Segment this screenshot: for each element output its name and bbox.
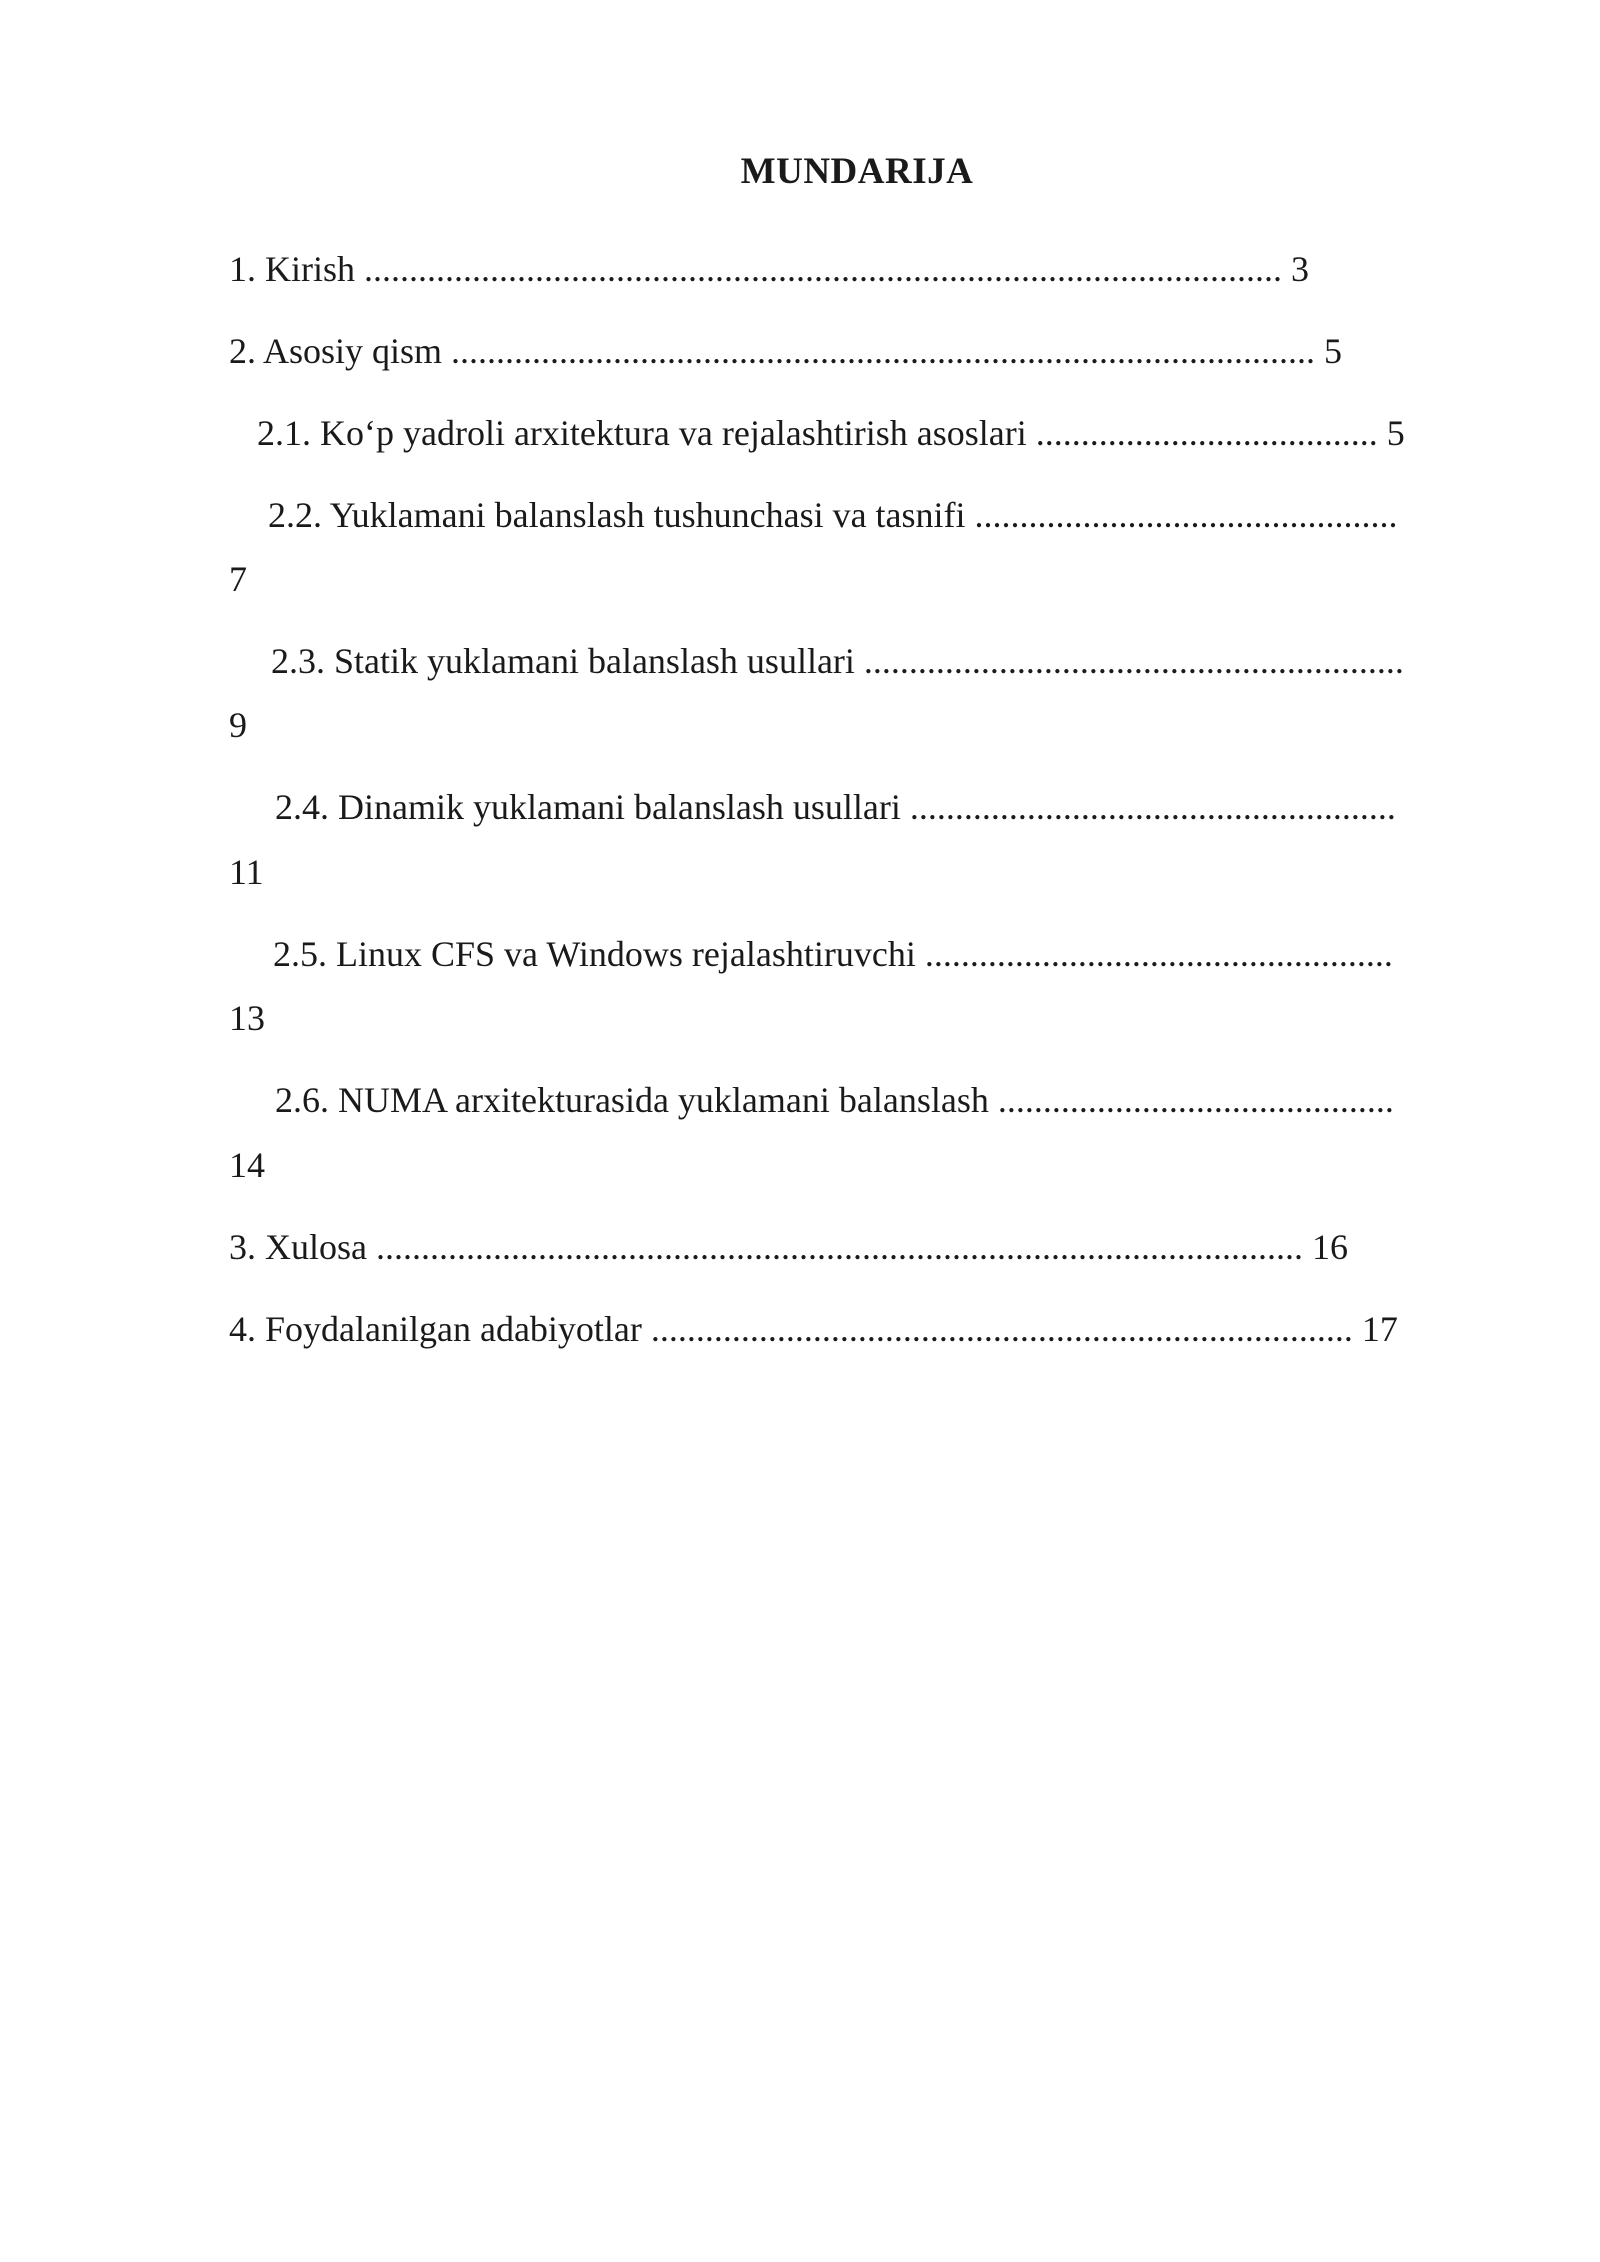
toc-entry-2-6: 2.6. NUMA arxitekturasida yuklamani balanslash ............................................	[275, 1080, 1394, 1120]
toc-entry-2-4: 2.4. Dinamik yuklamani balanslash usullari ......................................................	[275, 787, 1396, 827]
toc-entry-2-5: 2.5. Linux CFS va Windows rejalashtiruvchi ....................................................	[273, 934, 1393, 974]
toc-page-2-5: 13	[229, 998, 265, 1038]
toc-entry-xulosa: 3. Xulosa ....................................................................................................... 16	[229, 1227, 1348, 1267]
toc-entry-2-2: 2.2. Yuklamani balanslash tushunchasi va tasnifi ...............................................	[268, 495, 1398, 535]
page-title: MUNDARIJA	[740, 151, 974, 192]
toc-page-2-3: 9	[229, 705, 247, 745]
toc-page-2-4: 11	[229, 852, 264, 892]
toc-page-2-6: 14	[229, 1145, 265, 1185]
toc-entry-asosiy-qism: 2. Asosiy qism ................................................................................................ 5	[229, 331, 1343, 371]
toc-entry-kirish: 1. Kirish ...................................................................................................... 3	[229, 249, 1309, 289]
toc-entry-adabiyotlar: 4. Foydalanilgan adabiyotlar .............................................................................. 17	[229, 1309, 1398, 1349]
toc-entry-2-3: 2.3. Statik yuklamani balanslash usullari ............................................................	[271, 641, 1404, 681]
toc-page-2-2: 7	[229, 559, 247, 599]
toc-entry-2-1: 2.1. Ko‘p yadroli arxitektura va rejalashtirish asoslari ...................................... 5	[257, 413, 1405, 453]
